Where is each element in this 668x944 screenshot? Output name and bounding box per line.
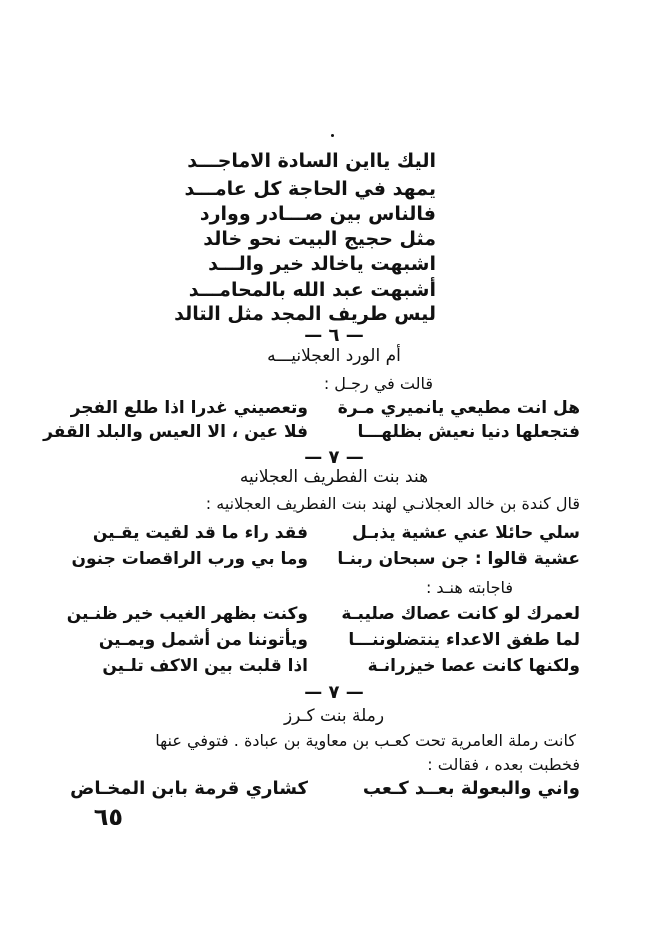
verse-hemistich-second: ويأتوننا من أشمل ويمـين (98, 630, 308, 650)
section-title: أم الورد العجلانيـــه (267, 346, 401, 366)
verse-hemistich-second: فقد راء ما قد لقيت يقـين (92, 523, 308, 543)
poem-line: فالناس بين صـــادر ووارد (199, 203, 436, 225)
verse-hemistich-first: لعمرك لو كانت عصاك صليبـة (341, 604, 580, 624)
verse-hemistich-first: لما طفق الاعداء ينتضلوننـــا (348, 630, 580, 650)
verse-hemistich-first: عشية قالوا : جن سبحان ربنـا (337, 549, 580, 569)
verse-hemistich-first: سلي حائلا عني عشية يذبـل (352, 523, 580, 543)
section-number: — ٦ — (304, 325, 364, 346)
section-number: — ٧ — (304, 682, 364, 703)
prose-line: كانت رملة العامرية تحت كعـب بن معاوية بن عبادة . فتوفي عنها (155, 731, 576, 750)
verse-hemistich-first: ولكنها كانت عصا خيزرانـة (367, 656, 580, 676)
section-title: هند بنت الفطريف العجلانيه (239, 467, 429, 487)
poem-line: ليس طريف المجد مثل التالد (174, 303, 436, 325)
verse-hemistich-second: كشاري قرمة بابن المخـاض (70, 778, 308, 799)
prose-line: فخطبت بعده ، فقالت : (427, 755, 580, 774)
poem-line: يمهد في الحاجة كل عامـــد (184, 178, 436, 200)
verse-hemistich-second: اذا قلبت بين الاكف تلـين (102, 656, 308, 676)
section-number: — ٧ — (304, 447, 364, 468)
page-number: ٦٥ (93, 803, 123, 831)
verse-hemistich-second: فلا عين ، الا العيس والبلد القفر (43, 422, 308, 442)
verse-hemistich-second: وكنت بظهر الغيب خير ظنـين (66, 604, 308, 624)
verse-hemistich-second: وتعصيني غدرا اذا طلع الفجر (70, 398, 308, 418)
poem-line: اليك يااين السادة الاماجـــد (187, 150, 436, 172)
poem-line: أشبهت عبد الله بالمحامـــد (188, 279, 436, 301)
poem-line: مثل حجيج البيت نحو خالد (203, 228, 436, 250)
reply-intro: فاجابته هنـد : (425, 578, 513, 597)
section-title: رملة بنت كـرز (283, 706, 385, 726)
section-intro: قالت في رجـل : (323, 374, 433, 393)
verse-hemistich-first: فتجعلها دنيا نعيش بظلهـــا (357, 422, 580, 442)
section-intro: قال كندة بن خالد العجلانـي لهند بنت الفطريف العجلانيه : (205, 494, 580, 513)
verse-hemistich-first: هل انت مطيعي يانميري مـرة (337, 398, 580, 418)
verse-hemistich-second: وما بي ورب الراقصات جنون (71, 549, 308, 569)
verse-hemistich-first: واني والبعولة بعــد كـعب (362, 778, 580, 799)
poem-line: اشبهت ياخالد خير والـــد (208, 253, 436, 275)
ink-dot (331, 134, 334, 137)
